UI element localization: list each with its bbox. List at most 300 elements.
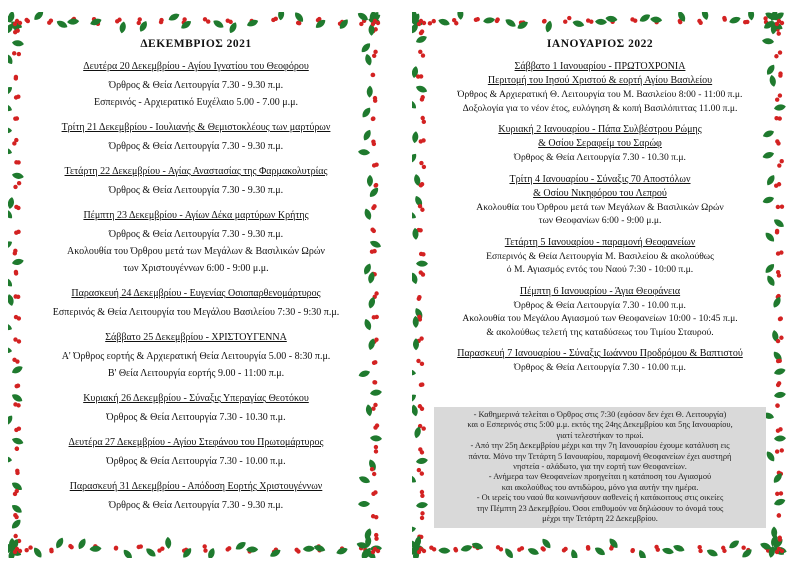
entry-title: Πέμπτη 23 Δεκεμβρίου - Αγίων Δέκα μαρτύρων Κρήτης — [83, 210, 309, 221]
berry-icon — [316, 18, 320, 22]
berry-icon — [780, 448, 784, 452]
holly-leaf-icon — [10, 538, 20, 551]
holly-leaf-icon — [363, 527, 373, 540]
berry-icon — [723, 17, 727, 21]
holly-leaf-icon — [672, 543, 685, 553]
berry-icon — [24, 548, 28, 552]
berry-icon — [418, 317, 422, 321]
holly-leaf-icon — [412, 393, 418, 405]
schedule-entry — [438, 123, 762, 165]
berry-icon — [610, 544, 614, 548]
holly-leaf-icon — [768, 545, 776, 558]
berry-icon — [777, 471, 781, 475]
holly-leaf-icon — [11, 172, 24, 180]
holly-leaf-icon — [774, 391, 787, 399]
berry-icon — [93, 544, 97, 548]
service-time: Ακολουθία του Όρθρου μετά των Μεγάλων & Βασιλικών Ωρών — [476, 201, 724, 213]
berry-icon — [432, 547, 436, 551]
berry-icon — [418, 204, 422, 208]
holly-leaf-icon — [370, 545, 382, 552]
berry-icon — [779, 316, 783, 320]
holly-leaf-icon — [774, 435, 786, 442]
note-line: πάντα. Μόνο την Τετάρτη 5 Ιανουαρίου, παραμονή Θεοφανείων έχει αυστηρή — [468, 451, 732, 461]
berry-icon — [495, 17, 499, 21]
holly-leaf-icon — [412, 272, 419, 285]
berry-icon — [420, 208, 424, 212]
holly-leaf-icon — [10, 20, 22, 33]
holly-leaf-icon — [765, 274, 776, 287]
berry-icon — [372, 272, 376, 276]
entry-title: Παρασκευή 31 Δεκεμβρίου - Απόδοση Εορτής Χριστουγέννων — [69, 481, 323, 492]
service-time: Όρθρος & Θεία Λειτουργία 7.30 - 10.00 π.μ. — [514, 362, 686, 373]
berry-icon — [779, 472, 783, 476]
berry-icon — [778, 427, 782, 431]
holly-leaf-icon — [638, 12, 651, 23]
berry-icon — [24, 18, 28, 22]
holly-leaf-icon — [762, 38, 775, 45]
holly-leaf-icon — [412, 546, 418, 558]
holly-leaf-icon — [362, 547, 373, 558]
berry-icon — [419, 161, 423, 165]
holly-leaf-icon — [774, 546, 787, 555]
berry-icon — [26, 19, 30, 23]
berry-icon — [250, 546, 254, 550]
berry-icon — [775, 139, 779, 143]
holly-leaf-icon — [503, 547, 515, 558]
holly-leaf-icon — [412, 228, 419, 240]
january-page — [412, 12, 788, 558]
entry-title: Δευτέρα 20 Δεκεμβρίου - Αγίου Ιγνατίου του Θεοφόρου — [83, 61, 309, 72]
berry-icon — [567, 16, 571, 20]
berry-icon — [775, 492, 779, 496]
holly-leaf-icon — [8, 346, 13, 354]
service-time: Ακολουθία του Μεγάλου Αγιασμού των Θεοφανείων 10:00 - 10:45 π.μ. — [462, 313, 738, 324]
berry-icon — [778, 50, 782, 54]
holly-leaf-icon — [8, 127, 12, 134]
berry-icon — [13, 22, 17, 26]
berry-icon — [72, 17, 76, 21]
service-time: Όρθρος & Θεία Λειτουργία 7.30 - 9.30 π.μ. — [108, 185, 284, 196]
holly-leaf-icon — [8, 52, 15, 65]
berry-icon — [774, 116, 778, 120]
note-line: γιατί τελεστήκαν το πρωί. — [556, 430, 644, 440]
berry-icon — [17, 52, 21, 56]
berry-icon — [778, 73, 782, 77]
berry-icon — [420, 490, 424, 494]
holly-leaf-icon — [8, 414, 14, 427]
holly-leaf-icon — [650, 16, 663, 23]
berry-icon — [371, 117, 375, 121]
berry-icon — [779, 491, 783, 495]
holly-leaf-icon — [8, 322, 13, 332]
service-time: Δοξολογία για το νέον έτος, ευλόγηση & κοπή Βασιλόπιττας 11.00 π.μ. — [462, 102, 738, 114]
berry-icon — [517, 548, 521, 552]
berry-icon — [422, 120, 426, 124]
holly-leaf-icon — [412, 22, 420, 35]
berry-icon — [778, 71, 782, 75]
berry-icon — [677, 546, 681, 550]
berry-icon — [372, 472, 376, 476]
berry-icon — [94, 545, 98, 549]
berry-icon — [338, 22, 342, 26]
berry-icon — [776, 294, 780, 298]
berry-icon — [203, 17, 207, 21]
berry-icon — [14, 515, 18, 519]
berry-icon — [776, 428, 780, 432]
december-page — [8, 12, 384, 558]
service-time: ό Μ. Αγιασμός εντός του Ναού 7:30 - 10:00 π.μ. — [506, 264, 694, 275]
holly-leaf-icon — [412, 12, 419, 21]
holly-leaf-icon — [246, 18, 259, 28]
berry-icon — [373, 360, 377, 364]
berry-icon — [630, 549, 634, 553]
holly-leaf-icon — [212, 18, 225, 30]
berry-icon — [159, 20, 163, 24]
berry-icon — [184, 548, 188, 552]
holly-leaf-icon — [8, 85, 14, 97]
berry-icon — [419, 336, 423, 340]
service-time: Όρθρος & Θεία Λειτουργία 7.30 - 9.30 π.μ. — [108, 500, 284, 511]
berry-icon — [778, 536, 782, 540]
entry-title-line-2: & Οσίου Νικηφόρου του Λεπρού — [533, 187, 667, 199]
berry-icon — [16, 383, 20, 387]
holly-leaf-icon — [706, 548, 719, 558]
holly-leaf-icon — [762, 129, 775, 139]
berry-icon — [540, 546, 544, 550]
berry-icon — [17, 339, 21, 343]
holly-leaf-icon — [772, 537, 785, 550]
berry-icon — [374, 449, 378, 453]
holly-leaf-icon — [413, 426, 422, 439]
holly-leaf-icon — [10, 503, 23, 515]
holly-leaf-icon — [412, 20, 424, 26]
berry-icon — [274, 17, 278, 21]
berry-icon — [656, 547, 660, 551]
berry-icon — [776, 383, 780, 387]
berry-icon — [13, 402, 17, 406]
berry-icon — [16, 295, 20, 299]
berry-icon — [778, 116, 782, 120]
holly-leaf-icon — [8, 12, 16, 23]
berry-icon — [363, 548, 367, 552]
holly-leaf-icon — [8, 197, 15, 210]
berry-icon — [13, 30, 17, 34]
berry-icon — [778, 537, 782, 541]
berry-icon — [371, 206, 375, 210]
berry-icon — [373, 50, 377, 54]
berry-icon — [416, 359, 420, 363]
holly-leaf-icon — [89, 545, 101, 552]
holly-leaf-icon — [368, 17, 381, 25]
berry-icon — [14, 95, 18, 99]
service-time: Όρθρος & Θεία Λειτουργία 7.30 - 10.00 π.μ. — [106, 456, 286, 467]
berry-icon — [420, 516, 424, 520]
berry-icon — [472, 544, 476, 548]
berry-icon — [13, 249, 17, 253]
december-schedule — [38, 38, 354, 532]
berry-icon — [654, 545, 658, 549]
berry-icon — [722, 16, 726, 20]
berry-icon — [777, 381, 781, 385]
note-line: - Καθημερινά τελείται ο Όρθρος στις 7:30 (εφόσον δεν έχει Θ. Λειτουργία) — [473, 410, 727, 419]
berry-icon — [15, 447, 19, 451]
holly-leaf-icon — [414, 535, 422, 548]
berry-icon — [272, 550, 276, 554]
holly-leaf-icon — [368, 12, 381, 23]
berry-icon — [274, 548, 278, 552]
berry-icon — [372, 229, 376, 233]
berry-icon — [563, 19, 567, 23]
berry-icon — [416, 74, 420, 78]
holly-leaf-icon — [278, 12, 285, 21]
schedule-entry — [38, 209, 354, 277]
berry-icon — [609, 546, 613, 550]
holly-leaf-icon — [412, 13, 419, 25]
holly-leaf-icon — [367, 175, 373, 187]
berry-icon — [296, 549, 300, 553]
berry-icon — [226, 18, 230, 22]
berry-icon — [422, 21, 426, 25]
berry-icon — [69, 545, 73, 549]
holly-leaf-icon — [234, 540, 247, 552]
berry-icon — [476, 17, 480, 21]
berry-icon — [373, 380, 377, 384]
holly-leaf-icon — [769, 534, 779, 547]
berry-icon — [421, 116, 425, 120]
holly-leaf-icon — [8, 207, 14, 220]
berry-icon — [28, 545, 32, 549]
berry-icon — [419, 535, 423, 539]
service-time: Εσπερινός & Θεία Λειτουργία του Μεγάλου Βασιλείου 7:30 - 9:30 π.μ. — [52, 307, 340, 318]
berry-icon — [417, 468, 421, 472]
berry-icon — [417, 534, 421, 538]
berry-icon — [14, 75, 18, 79]
berry-icon — [359, 546, 363, 550]
schedule-entry — [438, 173, 762, 228]
holly-leaf-icon — [771, 526, 777, 538]
holly-leaf-icon — [412, 12, 421, 25]
note-line: νηστεία - αλάδωτο, για την εορτή των Θεοφανείων. — [513, 462, 687, 472]
berry-icon — [71, 18, 75, 22]
berry-icon — [362, 19, 366, 23]
berry-icon — [419, 74, 423, 78]
berry-icon — [159, 18, 163, 22]
schedule-entry — [438, 347, 762, 375]
berry-icon — [371, 29, 375, 33]
holly-leaf-icon — [572, 19, 585, 28]
holly-leaf-icon — [772, 472, 784, 485]
berry-icon — [249, 21, 253, 25]
berry-icon — [417, 297, 421, 301]
berry-icon — [774, 183, 778, 187]
berry-icon — [776, 270, 780, 274]
berry-icon — [698, 21, 702, 25]
berry-icon — [341, 548, 345, 552]
holly-leaf-icon — [338, 18, 350, 31]
berry-icon — [370, 467, 374, 471]
holly-leaf-icon — [416, 457, 429, 465]
berry-icon — [421, 272, 425, 276]
holly-leaf-icon — [540, 537, 552, 550]
berry-icon — [15, 489, 19, 493]
service-time: & ακολούθως τελετή της καταδύσεως του Τιμίου Σταυρού. — [486, 326, 714, 338]
berry-icon — [372, 380, 376, 384]
holly-leaf-icon — [527, 546, 540, 556]
berry-icon — [371, 73, 375, 77]
berry-icon — [775, 403, 779, 407]
holly-leaf-icon — [358, 501, 370, 507]
berry-icon — [14, 270, 18, 274]
berry-icon — [722, 549, 726, 553]
entry-title: Σάββατο 1 Ιανουαρίου - ΠΡΩΤΟΧΡΟΝΙΑ — [514, 61, 686, 72]
berry-icon — [429, 546, 433, 550]
holly-leaf-icon — [144, 546, 157, 558]
berry-icon — [371, 492, 375, 496]
berry-icon — [374, 183, 378, 187]
berry-icon — [417, 550, 421, 554]
holly-leaf-icon — [8, 22, 15, 35]
holly-leaf-icon — [303, 545, 315, 552]
berry-icon — [371, 22, 375, 26]
holly-leaf-icon — [167, 12, 180, 22]
berry-icon — [763, 16, 767, 20]
note-line: μέχρι την Τετάρτη 22 Δεκεμβρίου. — [542, 514, 658, 524]
berry-icon — [421, 138, 425, 142]
holly-leaf-icon — [12, 39, 25, 47]
holly-leaf-icon — [367, 271, 376, 284]
berry-icon — [376, 549, 380, 553]
berry-icon — [475, 546, 479, 550]
berry-icon — [157, 548, 161, 552]
holly-leaf-icon — [246, 546, 258, 552]
berry-icon — [697, 545, 701, 549]
berry-icon — [421, 426, 425, 430]
berry-icon — [417, 315, 421, 319]
berry-icon — [202, 544, 206, 548]
holly-leaf-icon — [8, 541, 15, 553]
berry-icon — [49, 18, 53, 22]
holly-leaf-icon — [165, 537, 172, 549]
holly-leaf-icon — [773, 367, 786, 376]
holly-leaf-icon — [370, 389, 383, 397]
berry-icon — [589, 19, 593, 23]
berry-icon — [373, 490, 377, 494]
holly-leaf-icon — [179, 19, 192, 31]
berry-icon — [418, 50, 422, 54]
berry-icon — [418, 447, 422, 451]
berry-icon — [16, 206, 20, 210]
holly-leaf-icon — [356, 12, 369, 22]
note-line: και ακολούθως του αντιδώρου, μόνο για αυτήν την ημέρα. — [501, 482, 699, 492]
holly-leaf-icon — [457, 12, 464, 20]
berry-icon — [16, 230, 20, 234]
service-time: Όρθρος & Αρχιερατική Θ. Λειτουργία του Μ. Βασιλείου 8:00 - 11:00 π.μ. — [457, 89, 743, 100]
berry-icon — [370, 228, 374, 232]
berry-icon — [49, 549, 53, 553]
berry-icon — [138, 17, 142, 21]
berry-icon — [371, 272, 375, 276]
berry-icon — [775, 98, 779, 102]
berry-icon — [419, 252, 423, 256]
berry-icon — [16, 28, 20, 32]
entry-title: Σάββατο 25 Δεκεμβρίου - ΧΡΙΣΤΟΥΓΕΝΝΑ — [105, 332, 287, 343]
berry-icon — [697, 19, 701, 23]
holly-leaf-icon — [228, 21, 239, 34]
berry-icon — [420, 407, 424, 411]
berry-icon — [542, 19, 546, 23]
holly-leaf-icon — [607, 537, 619, 550]
holly-leaf-icon — [269, 548, 282, 558]
berry-icon — [764, 20, 768, 24]
holly-leaf-icon — [773, 497, 786, 507]
berry-icon — [422, 549, 426, 553]
berry-icon — [15, 547, 19, 551]
berry-icon — [373, 19, 377, 23]
berry-icon — [14, 428, 18, 432]
berry-icon — [586, 545, 590, 549]
berry-icon — [374, 515, 378, 519]
holly-leaf-icon — [544, 20, 553, 33]
berry-icon — [18, 549, 22, 553]
berry-icon — [745, 20, 749, 24]
service-time: Α' Όρθρος εορτής & Αρχιερατική Θεία Λειτουργία 5.00 - 8:30 π.μ. — [61, 351, 331, 362]
berry-icon — [777, 19, 781, 23]
holly-leaf-icon — [595, 18, 607, 25]
berry-icon — [47, 20, 51, 24]
holly-leaf-icon — [762, 195, 775, 205]
berry-icon — [428, 21, 432, 25]
berry-icon — [12, 141, 16, 145]
holly-leaf-icon — [10, 480, 23, 492]
holly-leaf-icon — [369, 12, 377, 23]
entry-title-line-2: & Οσίου Σεραφείμ του Σαρώφ — [538, 138, 662, 149]
entry-title: Τετάρτη 5 Ιανουαρίου - παραμονή Θεοφανείων — [504, 236, 696, 248]
holly-leaf-icon — [676, 12, 687, 23]
service-time: Εσπερινός - Αρχιερατικό Ευχέλαιο 5.00 - 7.00 μ.μ. — [93, 97, 298, 108]
berry-icon — [375, 315, 379, 319]
berry-icon — [432, 19, 436, 23]
holly-leaf-icon — [9, 547, 22, 557]
entry-title: Κυριακή 2 Ιανουαρίου - Πάπα Συλβέστρου Ρώμης — [498, 124, 702, 135]
berry-icon — [371, 406, 375, 410]
berry-icon — [417, 22, 421, 26]
berry-icon — [454, 548, 458, 552]
berry-icon — [541, 547, 545, 551]
berry-icon — [139, 544, 143, 548]
berry-icon — [317, 544, 321, 548]
holly-leaf-icon — [366, 86, 373, 98]
berry-icon — [418, 404, 422, 408]
holly-leaf-icon — [762, 151, 775, 160]
berry-icon — [14, 384, 18, 388]
holly-leaf-icon — [415, 34, 428, 45]
berry-icon — [419, 183, 423, 187]
berry-icon — [519, 20, 523, 24]
berry-icon — [16, 160, 20, 164]
berry-icon — [776, 141, 780, 145]
berry-icon — [775, 449, 779, 453]
berry-icon — [137, 545, 141, 549]
berry-icon — [15, 19, 19, 23]
holly-leaf-icon — [32, 12, 45, 22]
berry-icon — [420, 29, 424, 33]
holly-leaf-icon — [415, 84, 428, 94]
holly-leaf-icon — [412, 316, 419, 328]
berry-icon — [630, 17, 634, 21]
berry-icon — [17, 181, 21, 185]
berry-icon — [775, 22, 779, 26]
service-time: Όρθρος & Θεία Λειτουργία 7.30 - 9.30 π.μ. — [108, 80, 284, 91]
